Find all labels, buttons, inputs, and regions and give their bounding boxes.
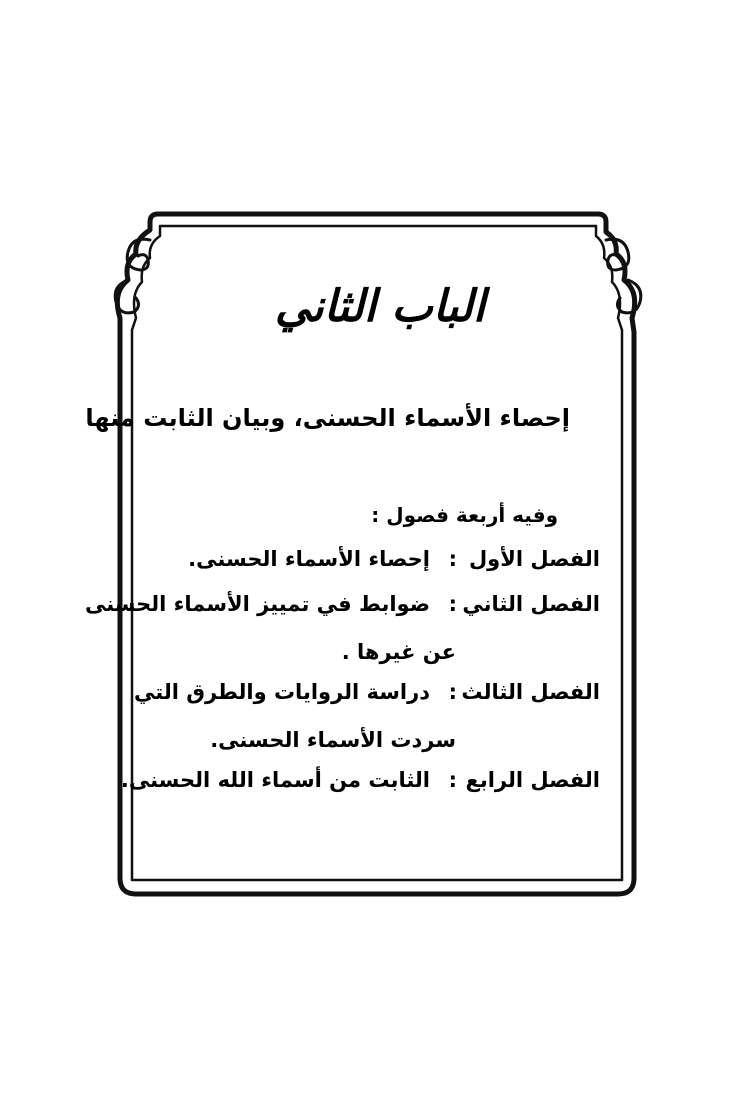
chapter-continuation: سردت الأسماء الحسنى. — [210, 728, 456, 752]
chapter-colon: : — [448, 768, 457, 792]
chapter-row-4 — [120, 768, 600, 802]
chapter-colon: : — [448, 592, 457, 616]
chapter-description: دراسة الروايات والطرق التي — [134, 680, 430, 704]
page-title: الباب الثاني — [274, 281, 486, 332]
chapter-row-1 — [150, 547, 600, 581]
chapter-continuation: عن غيرها . — [341, 640, 456, 664]
chapter-description: إحصاء الأسماء الحسنى. — [188, 547, 430, 571]
chapter-label: الفصل الثاني — [462, 592, 600, 616]
chapter-label: الفصل الرابع — [465, 768, 600, 792]
chapter-subtitle: إحصاء الأسماء الحسنى، وبيان الثابت منها — [85, 404, 570, 432]
chapter-label: الفصل الثالث — [461, 680, 600, 704]
chapter-description: الثابت من أسماء الله الحسنى. — [120, 768, 430, 792]
chapter-description: ضوابط في تمييز الأسماء الحسنى — [84, 592, 430, 616]
intro-line: وفيه أربعة فصول : — [371, 503, 558, 527]
chapter-label: الفصل الأول — [468, 547, 600, 571]
chapter-row-3 — [134, 680, 600, 714]
chapter-row-2 — [84, 592, 600, 626]
chapter-colon: : — [448, 680, 457, 704]
chapter-colon: : — [448, 547, 457, 571]
